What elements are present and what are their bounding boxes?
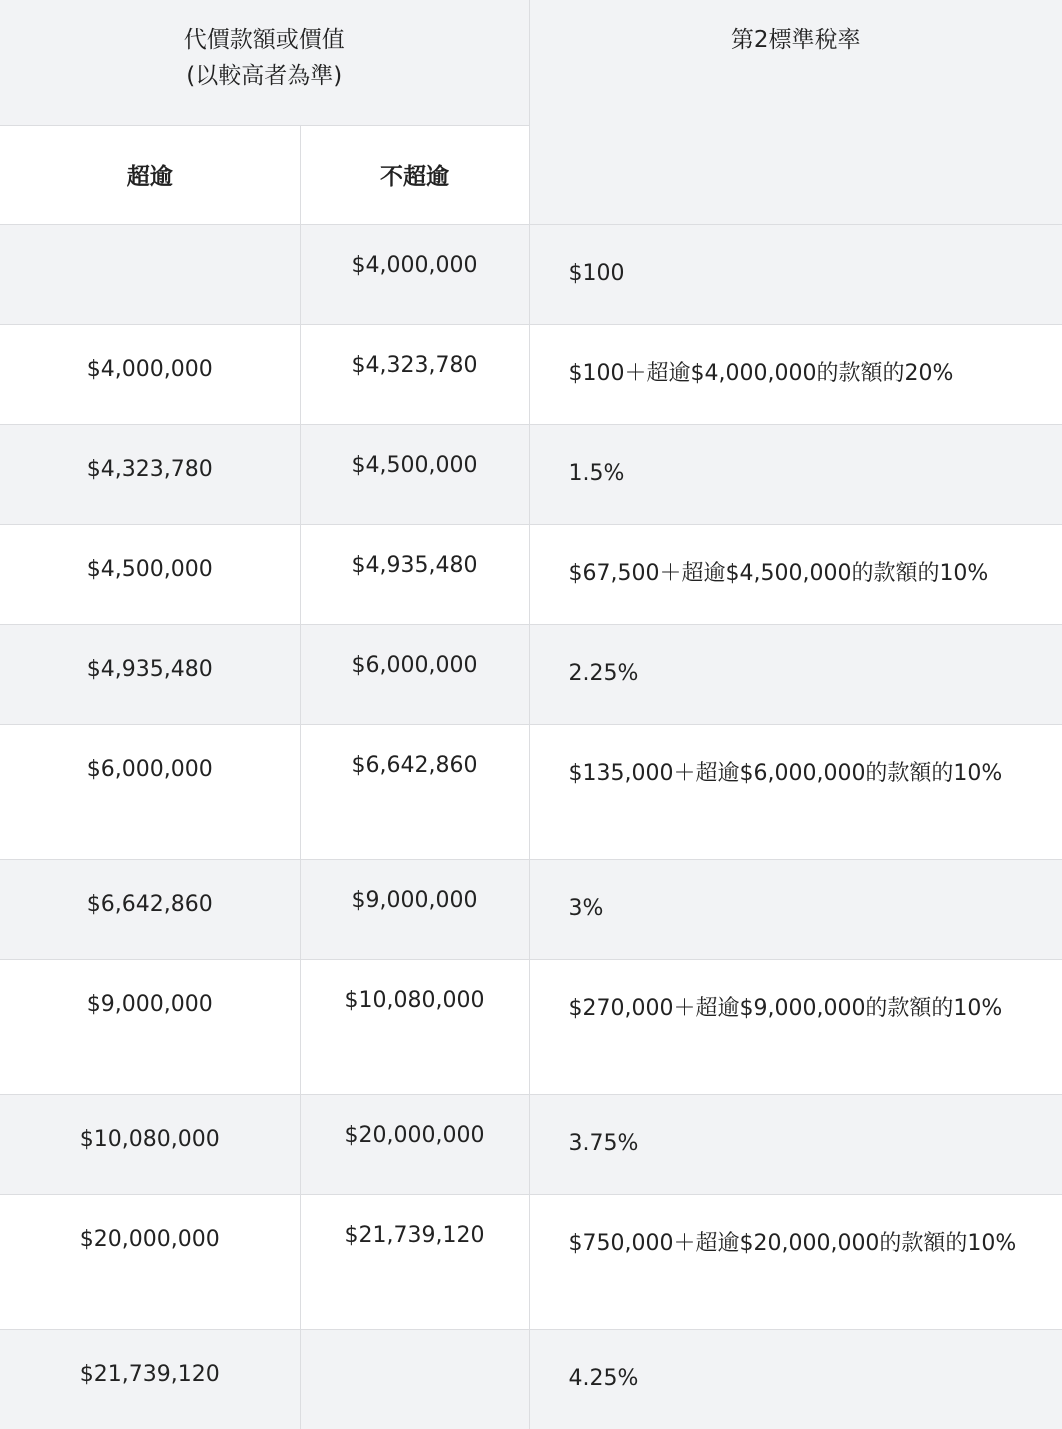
table-row xyxy=(0,1094,1062,1194)
over-cell: $9,000,000 xyxy=(0,959,300,1094)
rate-cell: $67,500＋超逾$4,500,000的款額的10% xyxy=(529,524,1062,624)
rate-header xyxy=(529,0,1062,224)
over-cell: $20,000,000 xyxy=(0,1194,300,1329)
not-over-cell: $4,935,480 xyxy=(300,524,529,624)
over-cell: $21,739,120 xyxy=(0,1329,300,1429)
table-row xyxy=(0,424,1062,524)
over-cell: $4,500,000 xyxy=(0,524,300,624)
rate-cell: $100＋超逾$4,000,000的款額的20% xyxy=(529,324,1062,424)
over-cell: $6,000,000 xyxy=(0,724,300,859)
table-row xyxy=(0,1194,1062,1329)
rate-header-label: 第2標準稅率 xyxy=(730,27,861,53)
consideration-header-line1: 代價款額或價值 xyxy=(183,27,345,53)
over-header: 超逾 xyxy=(0,125,300,224)
not-over-cell: $4,500,000 xyxy=(300,424,529,524)
not-over-header: 不超逾 xyxy=(300,125,529,224)
rate-cell: 1.5% xyxy=(529,424,1062,524)
table-row xyxy=(0,1329,1062,1429)
consideration-header-line2: (以較高者為準) xyxy=(186,63,343,89)
not-over-cell: $10,080,000 xyxy=(300,959,529,1094)
over-cell xyxy=(0,224,300,324)
not-over-cell: $4,000,000 xyxy=(300,224,529,324)
rate-cell: 3% xyxy=(529,859,1062,959)
table-row xyxy=(0,724,1062,859)
not-over-cell: $20,000,000 xyxy=(300,1094,529,1194)
table-row xyxy=(0,224,1062,324)
not-over-cell: $6,642,860 xyxy=(300,724,529,859)
over-cell: $6,642,860 xyxy=(0,859,300,959)
rate-cell: $270,000＋超逾$9,000,000的款額的10% xyxy=(529,959,1062,1094)
over-cell: $4,323,780 xyxy=(0,424,300,524)
not-over-cell xyxy=(300,1329,529,1429)
over-cell: $10,080,000 xyxy=(0,1094,300,1194)
over-cell: $4,000,000 xyxy=(0,324,300,424)
table-row xyxy=(0,624,1062,724)
table-row xyxy=(0,324,1062,424)
not-over-cell: $9,000,000 xyxy=(300,859,529,959)
table-row xyxy=(0,959,1062,1094)
table-row xyxy=(0,859,1062,959)
rate-cell: $750,000＋超逾$20,000,000的款額的10% xyxy=(529,1194,1062,1329)
not-over-cell: $21,739,120 xyxy=(300,1194,529,1329)
not-over-cell: $4,323,780 xyxy=(300,324,529,424)
over-cell: $4,935,480 xyxy=(0,624,300,724)
rate-cell: 2.25% xyxy=(529,624,1062,724)
rate-cell: 4.25% xyxy=(529,1329,1062,1429)
rate-cell: $135,000＋超逾$6,000,000的款額的10% xyxy=(529,724,1062,859)
consideration-header xyxy=(0,0,529,125)
rate-cell: $100 xyxy=(529,224,1062,324)
table-row xyxy=(0,524,1062,624)
not-over-cell: $6,000,000 xyxy=(300,624,529,724)
rate-cell: 3.75% xyxy=(529,1094,1062,1194)
